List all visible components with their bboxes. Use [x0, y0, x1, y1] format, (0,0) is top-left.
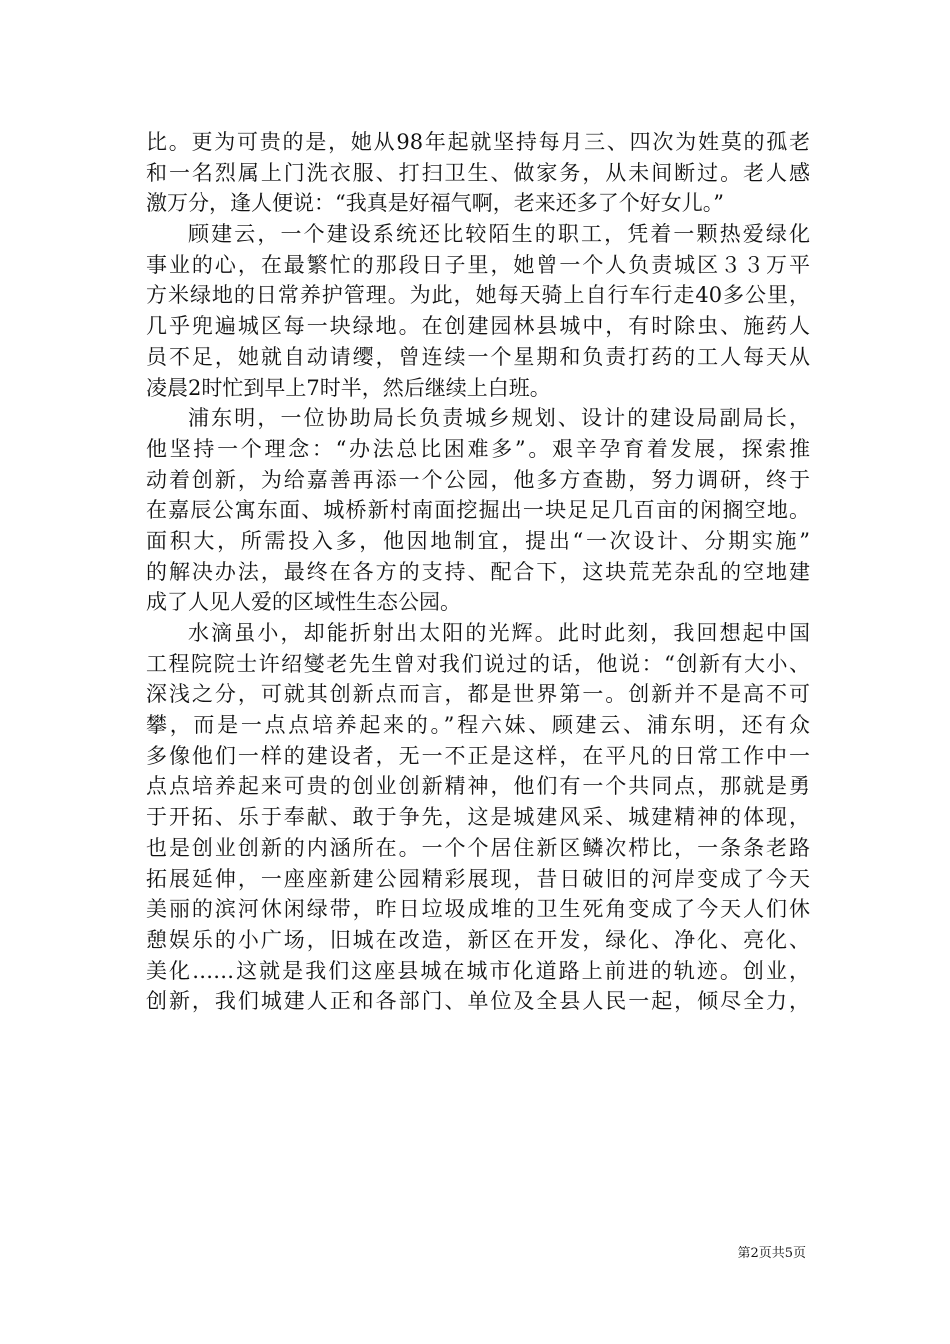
text-line: 几乎兜遍城区每一块绿地。在创建园林县城中，有时除虫、施药人	[146, 314, 810, 339]
text-line: 方米绿地的日常养护管理。为此，她每天骑上自行车行走40多公里，	[146, 283, 810, 308]
text-line: 比。更为可贵的是，她从98年起就坚持每月三、四次为姓莫的孤老	[146, 130, 810, 154]
text-line: 成了人见人爱的区域性生态公园。	[146, 590, 461, 615]
page-number-footer: 第2页共5页	[737, 1246, 806, 1261]
text-line: 攀，而是一点点培养起来的。”程六妹、顾建云、浦东明，还有众	[146, 713, 810, 738]
text-line: 凌晨2时忙到早上7时半，然后继续上白班。	[146, 375, 551, 400]
text-line: 的解决办法，最终在各方的支持、配合下，这块荒芜杂乱的空地建	[146, 559, 810, 584]
text-line: 浦东明，一位协助局长负责城乡规划、设计的建设局副局长，	[188, 406, 810, 431]
text-line: 也是创业创新的内涵所在。一个个居住新区鳞次栉比，一条条老路	[146, 835, 810, 860]
text-line: 水滴虽小，却能折射出太阳的光辉。此时此刻，我回想起中国	[188, 621, 810, 645]
text-line: 他坚持一个理念：“办法总比困难多”。艰辛孕育着发展，探索推	[146, 436, 810, 461]
text-line: 于开拓、乐于奉献、敢于争先，这是城建风采、城建精神的体现，	[146, 805, 810, 830]
text-line: 点点培养起来可贵的创业创新精神，他们有一个共同点，那就是勇	[146, 774, 810, 799]
text-line: 憩娱乐的小广场，旧城在改造，新区在开发，绿化、净化、亮化、	[146, 927, 810, 952]
text-line: 多像他们一样的建设者，无一不正是这样，在平凡的日常工作中一	[146, 743, 810, 768]
text-line: 拓展延伸，一座座新建公园精彩展现，昔日破旧的河岸变成了今天	[146, 866, 810, 891]
text-line: 美化……这就是我们这座县城在城市化道路上前进的轨迹。创业，	[146, 958, 810, 983]
text-line: 动着创新，为给嘉善再添一个公园，他多方查勘，努力调研，终于	[146, 467, 810, 492]
text-line: 美丽的滨河休闲绿带，昨日垃圾成堆的卫生死角变成了今天人们休	[146, 897, 810, 922]
text-line: 工程院院士许绍燮老先生曾对我们说过的话，他说：“创新有大小、	[146, 651, 810, 676]
page-body	[146, 127, 810, 1017]
text-line: 员不足，她就自动请缨，曾连续一个星期和负责打药的工人每天从	[146, 344, 810, 369]
text-line: 深浅之分，可就其创新点而言，都是世界第一。创新并不是高不可	[146, 682, 810, 707]
text-line: 顾建云，一个建设系统还比较陌生的职工，凭着一颗热爱绿化	[188, 222, 810, 247]
text-line: 和一名烈属上门洗衣服、打扫卫生、做家务，从未间断过。老人感	[146, 160, 810, 185]
text-line: 面积大，所需投入多，他因地制宜，提出“一次设计、分期实施”	[146, 528, 810, 553]
text-line: 创新，我们城建人正和各部门、单位及全县人民一起，倾尽全力，	[146, 989, 810, 1014]
text-line: 事业的心，在最繁忙的那段日子里，她曾一个人负责城区３３万平	[146, 252, 810, 277]
text-line: 激万分，逢人便说：“我真是好福气啊，老来还多了个好女儿。”	[146, 191, 724, 216]
text-line: 在嘉辰公寓东面、城桥新村南面挖掘出一块足足几百亩的闲搁空地。	[146, 498, 810, 523]
